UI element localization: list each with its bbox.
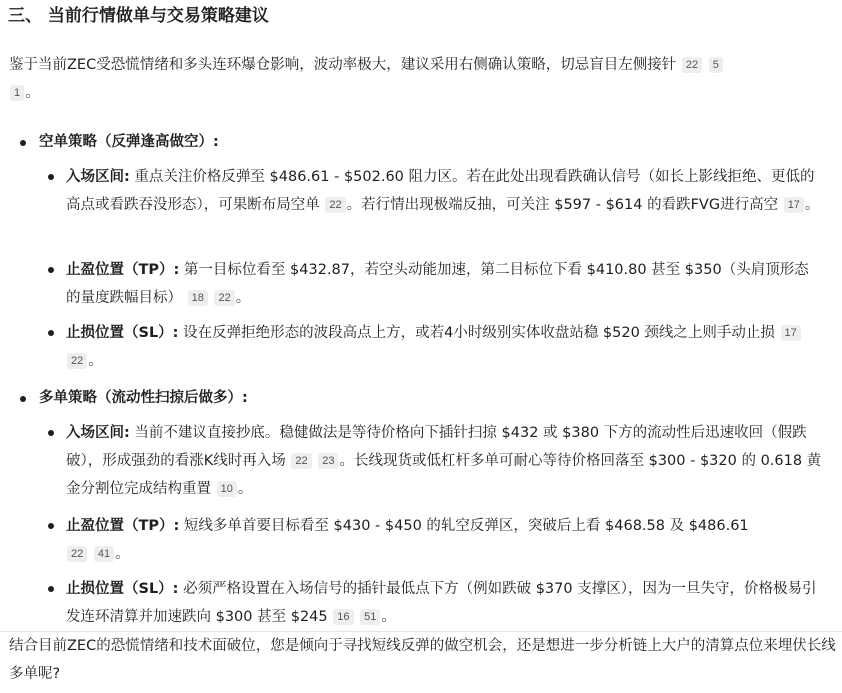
short-tp-label: 止盈位置（TP）: [66, 262, 180, 278]
citation-badge[interactable]: 22 [682, 57, 702, 73]
citation-badge[interactable]: 16 [333, 609, 353, 625]
citation-badge[interactable]: 41 [94, 546, 114, 562]
long-tp-label: 止盈位置（TP）: [66, 518, 180, 534]
long-sl-label: 止损位置（SL）: [66, 581, 179, 597]
citation-badge[interactable]: 22 [291, 453, 311, 469]
long-sl-body: 必须严格设置在入场信号的插针最低点下方（例如跌破 $370 支撑区），因为一旦失守，价格极易引发连环清算并加速跌向 $300 甚至 $245 [66, 581, 817, 625]
short-entry-text [66, 163, 823, 219]
bullet-dot [20, 140, 26, 146]
long-sl-end: 。 [381, 609, 396, 625]
long-entry-text [66, 419, 823, 503]
citation-badge[interactable]: 22 [214, 290, 234, 306]
long-sl-text [66, 575, 823, 631]
citation-badge[interactable]: 17 [781, 325, 801, 341]
citation-badge[interactable]: 5 [709, 57, 723, 73]
citation-badge[interactable]: 22 [325, 197, 345, 213]
section-heading: 三、 当前行情做单与交易策略建议 [8, 6, 269, 26]
citation-badge[interactable]: 18 [188, 290, 208, 306]
citation-badge[interactable]: 17 [784, 197, 804, 213]
citation-badge[interactable]: 22 [67, 546, 87, 562]
short-entry-end: 。 [804, 197, 820, 213]
short-entry-label: 入场区间: [66, 169, 130, 185]
long-strategy-label: 多单策略（流动性扫掠后做多）: [39, 390, 248, 406]
closing-question: 结合目前ZEC的恐慌情绪和技术面破位，您是倾向于寻找短线反弹的做空机会，还是想进一步分析链上大户的清算点位来埋伏长线多单呢? [9, 638, 836, 682]
long-tp-text [66, 512, 823, 568]
long-entry-label: 入场区间: [66, 425, 130, 441]
short-entry-body-b: 。若行情出现极端反抽，可关注 $597 - $614 的看跌FVG进行高空 [346, 197, 779, 213]
short-tp-body: 第一目标位看至 $432.87，若空头动能加速，第二目标位下看 $410.80 甚至 $350（头肩顶形态的量度跌幅目标） [66, 262, 809, 306]
short-sl-label: 止损位置（SL）: [66, 325, 179, 341]
citation-badge[interactable]: 22 [67, 353, 87, 369]
bullet-dot [48, 174, 54, 180]
short-sl-end: 。 [88, 353, 103, 369]
bullet-dot [48, 330, 54, 336]
short-strategy-label: 空单策略（反弹逢高做空）: [39, 134, 219, 150]
short-entry-body-a: 重点关注价格反弹至 $486.61 - $502.60 阻力区。若在此处出现看跌确认信号（如长上影线拒绝、更低的高点或看跌吞没形态），可果断布局空单 [66, 169, 815, 213]
long-tp-body: 短线多单首要目标看至 $430 - $450 的轧空反弹区，突破后上看 $468.58 及 $486.61 [179, 518, 749, 534]
citation-badge[interactable]: 23 [318, 453, 338, 469]
intro-paragraph [9, 51, 829, 107]
short-tp-text [66, 256, 823, 312]
bullet-dot [48, 523, 54, 529]
bullet-dot [48, 267, 54, 273]
citation-badge[interactable]: 1 [10, 85, 24, 101]
bullet-dot [48, 430, 54, 436]
short-sl-body: 设在反弹拒绝形态的波段高点上方，或若4小时级别实体收盘站稳 $520 颈线之上则手动止损 [178, 325, 775, 341]
intro-text: 鉴于当前ZEC受恐慌情绪和多头连环爆仓影响，波动率极大，建议采用右侧确认策略，切忌盲目左侧接针 [9, 57, 677, 73]
short-sl-text [66, 319, 823, 375]
short-tp-end: 。 [235, 290, 251, 306]
bullet-dot [48, 586, 54, 592]
long-entry-end: 。 [237, 481, 253, 497]
long-tp-end: 。 [115, 546, 130, 562]
citation-badge[interactable]: 10 [217, 481, 237, 497]
intro-end: 。 [25, 85, 40, 101]
bullet-dot [20, 396, 26, 402]
long-entry-body-b: 。长线现货或低杠杆多单可耐心等待价格回落至 $300 - $320 的 0.618 黄金分割位完成结构重置 [66, 453, 822, 497]
long-entry-body-a: 当前不建议直接抄底。稳健做法是等待价格向下插针扫掠 $432 或 $380 下方的流动性后迅速收回（假跌破），形成强劲的看涨K线时再入场 [66, 425, 807, 469]
citation-badge[interactable]: 51 [360, 609, 380, 625]
